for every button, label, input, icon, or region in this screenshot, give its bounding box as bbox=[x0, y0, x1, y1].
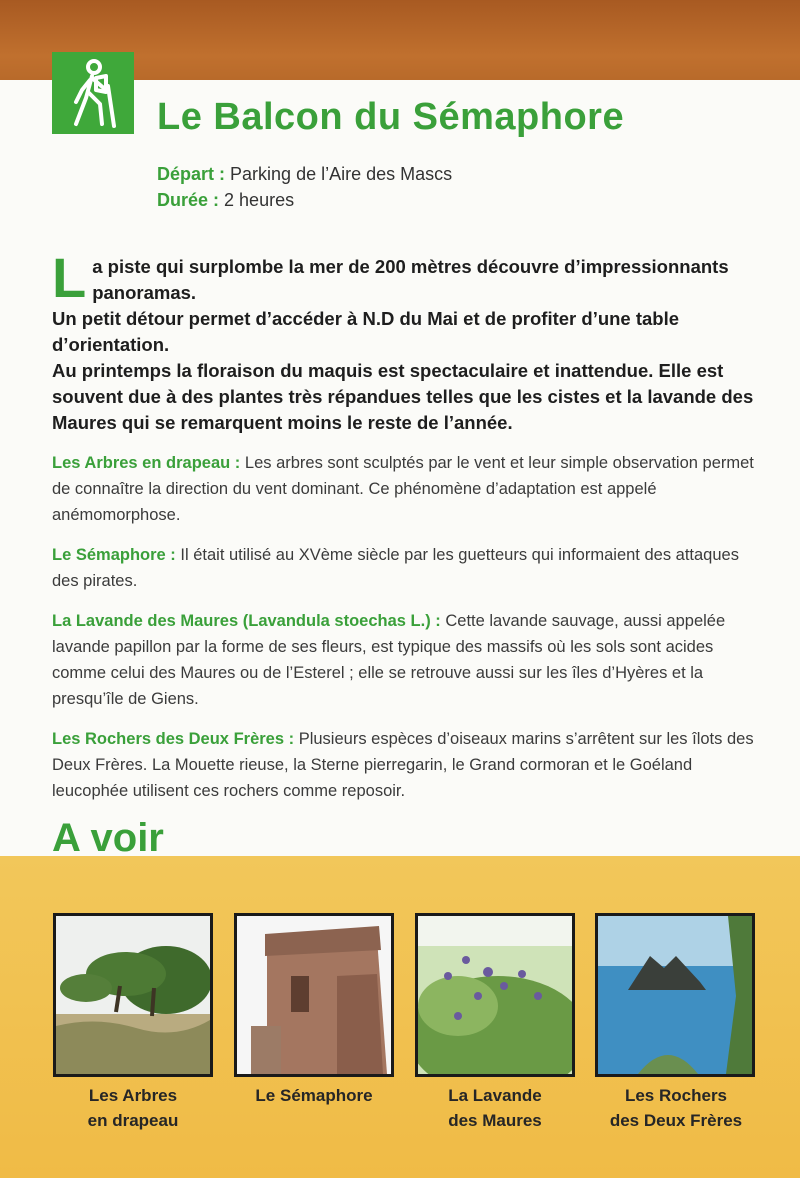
hiker-icon bbox=[52, 52, 134, 134]
duree-label: Durée : bbox=[157, 190, 220, 210]
section-heading: Le Sémaphore : bbox=[52, 546, 176, 564]
intro-paragraph-1 bbox=[52, 246, 762, 309]
depart-label: Départ : bbox=[157, 164, 226, 184]
intro-paragraph-1-text: a piste qui surplombe la mer de 200 mètres découvre d’impressionnants panoramas. bbox=[92, 256, 729, 303]
page-title: Le Balcon du Sémaphore bbox=[157, 96, 625, 138]
depart-value: Parking de l’Aire des Mascs bbox=[230, 164, 453, 184]
caption-rochers bbox=[586, 1083, 766, 1133]
section-semaphore bbox=[52, 542, 762, 594]
intro-text bbox=[52, 246, 762, 436]
drop-cap: L bbox=[52, 246, 87, 309]
photo-lavande bbox=[415, 913, 575, 1077]
section-text: Cette lavande sauvage, aussi appelée lavande papillon par la forme de ses fleurs, est typique des massifs où les sols sont acides comme celui des Maures ou de l’Esterel ; elle se retrouve aussi sur les îles d’Hyères et la presqu’île de Giens. bbox=[52, 612, 726, 708]
duree-value: 2 heures bbox=[224, 190, 295, 210]
photo-arbres bbox=[53, 913, 213, 1077]
section-arbres bbox=[52, 450, 762, 528]
duree-row bbox=[157, 187, 452, 213]
section-text: Plusieurs espèces d’oiseaux marins s’arrêtent sur les îlots des Deux Frères. La Mouette rieuse, la Sterne pierregarin, le Grand cormoran et le Goéland leucophée utilisent ces rochers comme reposoir. bbox=[52, 730, 754, 800]
caption-line: Le Sémaphore bbox=[255, 1086, 373, 1105]
section-rochers bbox=[52, 726, 762, 804]
caption-line: Les Rochers bbox=[624, 1086, 728, 1105]
caption-line: des Deux Frères bbox=[609, 1111, 743, 1130]
points-of-interest bbox=[52, 450, 762, 818]
caption-line: Les Arbres bbox=[88, 1086, 178, 1105]
intro-paragraph-3: Au printemps la floraison du maquis est spectaculaire et inattendue. Elle est souvent due à des plantes très répandues telles que les cistes et la lavande des Maures qui se remarquent moins le reste de l’année. bbox=[52, 360, 754, 433]
section-text: Il était utilisé au XVème siècle par les guetteurs qui informaient des attaques des pirates. bbox=[52, 546, 739, 590]
depart-row bbox=[157, 161, 452, 187]
section-heading: La Lavande des Maures (Lavandula stoechas L.) : bbox=[52, 612, 441, 630]
caption-lavande bbox=[405, 1083, 585, 1133]
section-lavande bbox=[52, 608, 762, 712]
intro-paragraph-2: Un petit détour permet d’accéder à N.D du Mai et de profiter d’une table d’orientation. bbox=[52, 308, 680, 355]
caption-line: des Maures bbox=[448, 1111, 542, 1130]
section-text: Les arbres sont sculptés par le vent et leur simple observation permet de connaître la direction du vent dominant. Ce phénomène d’adaptation est appelé anémomorphose. bbox=[52, 454, 754, 524]
caption-semaphore bbox=[224, 1083, 404, 1108]
photo-rochers bbox=[595, 913, 755, 1077]
section-heading: Les Rochers des Deux Frères : bbox=[52, 730, 295, 748]
photo-semaphore bbox=[234, 913, 394, 1077]
caption-arbres bbox=[43, 1083, 223, 1133]
a-voir-heading: A voir bbox=[52, 816, 164, 860]
caption-line: La Lavande bbox=[448, 1086, 542, 1105]
section-heading: Les Arbres en drapeau : bbox=[52, 454, 241, 472]
caption-line: en drapeau bbox=[87, 1111, 179, 1130]
route-info bbox=[157, 161, 452, 213]
